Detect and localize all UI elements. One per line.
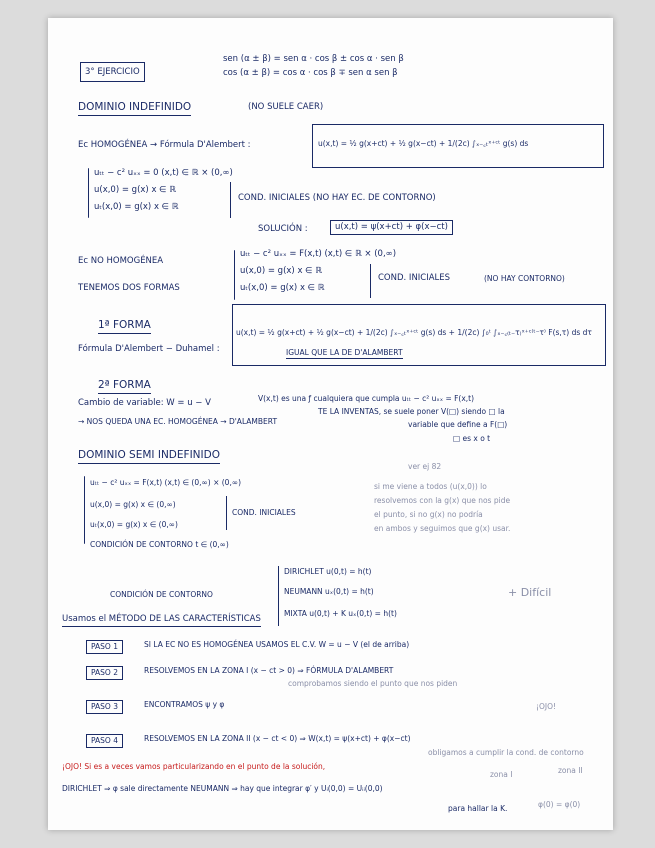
duhamel-note: IGUAL QUE LA DE D'ALAMBERT xyxy=(286,348,403,357)
semi-conditions: COND. INICIALES xyxy=(232,508,296,517)
phi-note: φ(0) = φ(0) xyxy=(538,800,581,809)
homogeneous-label: Ec HOMOGÉNEA → Fórmula D'Alembert : xyxy=(78,140,251,150)
semi-eq-3: uₜ(x,0) = g(x) x ∈ (0,∞) xyxy=(90,520,178,529)
zone-label-2: zona II xyxy=(558,766,583,775)
notebook-page xyxy=(48,18,613,830)
form2-line1: Cambio de variable: W = u − V xyxy=(78,398,211,408)
solution-label: SOLUCIÓN : xyxy=(258,224,308,234)
form2-note2: variable que define a F(□) xyxy=(408,420,508,429)
semi-eq-1: uₜₜ − c² uₓₓ = F(x,t) (x,t) ∈ (0,∞) × (0,∞) xyxy=(90,478,241,487)
contour-divider xyxy=(278,566,279,626)
form2-line1b: V(x,t) es una ƒ cualquiera que cumpla uₜₜ − c² uₓₓ = F(x,t) xyxy=(258,394,475,403)
nh-conditions: COND. INICIALES xyxy=(378,273,451,283)
zone-label-1: zona I xyxy=(490,770,513,779)
two-forms-label: TENEMOS DOS FORMAS xyxy=(78,283,180,293)
dalembert-formula: u(x,t) = ½ g(x+ct) + ½ g(x−ct) + 1/(2c) ∫ₓ₋꜀ₜˣ⁺ᶜᵗ g(s) ds xyxy=(318,139,529,148)
side-note-3: el punto, si no g(x) no podría xyxy=(374,510,483,519)
difficulty-note: + Difícil xyxy=(508,586,552,599)
step-3-text: ENCONTRAMOS ψ y φ xyxy=(144,700,225,709)
nonhomog-label: Ec NO HOMOGÉNEA xyxy=(78,256,164,266)
semi-divider xyxy=(226,496,227,530)
see-reference: ver ej 82 xyxy=(408,462,442,471)
side-note-2: resolvemos con la g(x) que nos pide xyxy=(374,496,511,505)
nh-eq-2: u(x,0) = g(x) x ∈ ℝ xyxy=(240,266,323,276)
step-1-text: SI LA EC NO ES HOMOGÉNEA USAMOS EL C.V. W = u − V (el de arriba) xyxy=(144,640,410,649)
step-2-tag: PASO 2 xyxy=(86,666,123,680)
semi-contour: CONDICIÓN DE CONTORNO t ∈ (0,∞) xyxy=(90,540,229,549)
form1-title: 1ª FORMA xyxy=(98,318,151,334)
step-2-text: RESOLVEMOS EN LA ZONA I (x − ct > 0) ⇒ FÓRMULA D'ALAMBERT xyxy=(144,666,394,675)
step-1-tag: PASO 1 xyxy=(86,640,123,654)
form2-note3: □ es x o t xyxy=(453,434,491,443)
nh-system-brace xyxy=(234,250,235,300)
homog-eq-2: u(x,0) = g(x) x ∈ ℝ xyxy=(94,185,177,195)
form2-title: 2ª FORMA xyxy=(98,378,151,394)
ojo-mark: ¡OJO! xyxy=(536,702,557,711)
nh-divider xyxy=(370,264,371,298)
form2-note: TE LA INVENTAS, se suele poner V(□) siendo □ la xyxy=(318,407,505,416)
homog-eq-3: uₜ(x,0) = g(x) x ∈ ℝ xyxy=(94,202,179,212)
exercise-tag: 3° EJERCICIO xyxy=(80,62,145,82)
homog-conditions: COND. INICIALES (NO HAY EC. DE CONTORNO) xyxy=(238,193,436,203)
divider xyxy=(230,182,231,218)
step-4-note: obligamos a cumplir la cond. de contorno xyxy=(428,748,584,757)
heading-note: (NO SUELE CAER) xyxy=(248,102,324,112)
side-note-1: si me viene a todos (u(x,0)) lo xyxy=(374,482,487,491)
method-label: Usamos el MÉTODO DE LAS CARACTERÍSTICAS xyxy=(62,614,261,627)
nh-no-contour: (NO HAY CONTORNO) xyxy=(484,274,565,283)
step-2-note: comprobamos siendo el punto que nos piden xyxy=(288,679,458,688)
cos-identity: cos (α ± β) = cos α · cos β ∓ sen α sen β xyxy=(223,68,398,78)
neumann-condition: NEUMANN uₓ(0,t) = h(t) xyxy=(284,587,374,596)
homog-eq-1: uₜₜ − c² uₓₓ = 0 (x,t) ∈ ℝ × (0,∞) xyxy=(94,168,233,178)
duhamel-formula: u(x,t) = ½ g(x+ct) + ½ g(x−ct) + 1/(2c) ∫ₓ₋꜀ₜˣ⁺ᶜᵗ g(s) ds + 1/(2c) ∫₀ᵗ ∫ₓ₋꜀₍ₜ₋τ₎ˣ⁺ᶜ⁽ᵗ⁻τ⁾ F(s,τ) ds dτ xyxy=(236,328,592,337)
semi-system-brace xyxy=(84,476,85,544)
form1-label: Fórmula D'Alembert − Duhamel : xyxy=(78,344,220,354)
nh-eq-1: uₜₜ − c² uₓₓ = F(x,t) (x,t) ∈ ℝ × (0,∞) xyxy=(240,249,397,259)
step-4-tag: PASO 4 xyxy=(86,734,123,748)
final-note: para hallar la K. xyxy=(448,804,508,813)
heading-semi-infinite: DOMINIO SEMI INDEFINIDO xyxy=(78,448,220,464)
contour-label: CONDICIÓN DE CONTORNO xyxy=(110,590,213,599)
dirichlet-condition: DIRICHLET u(0,t) = h(t) xyxy=(284,567,372,576)
warning-note: ¡OJO! Si es a veces vamos particularizando en el punto de la solución, xyxy=(62,762,326,771)
side-note-4: en ambos y seguimos que g(x) usar. xyxy=(374,524,511,533)
solution-formula: u(x,t) = ψ(x+ct) + φ(x−ct) xyxy=(330,220,453,235)
form2-line2: → NOS QUEDA UNA EC. HOMOGÉNEA → D'ALAMBERT xyxy=(78,417,278,426)
step-4-text: RESOLVEMOS EN LA ZONA II (x − ct < 0) ⇒ W(x,t) = ψ(x+ct) + φ(x−ct) xyxy=(144,734,411,743)
dirichlet-neumann-note: DIRICHLET ⇒ φ sale directamente NEUMANN ⇒ hay que integrar φ′ y Uᵢ(0,0) = Uᵢᵢ(0,0) xyxy=(62,784,383,793)
mixed-condition: MIXTA u(0,t) + K uₓ(0,t) = h(t) xyxy=(284,609,397,618)
heading-infinite-domain: DOMINIO INDEFINIDO xyxy=(78,100,191,116)
step-3-tag: PASO 3 xyxy=(86,700,123,714)
system-brace xyxy=(88,168,89,218)
semi-eq-2: u(x,0) = g(x) x ∈ (0,∞) xyxy=(90,500,176,509)
sin-identity: sen (α ± β) = sen α · cos β ± cos α · sen β xyxy=(223,54,404,64)
nh-eq-3: uₜ(x,0) = g(x) x ∈ ℝ xyxy=(240,283,325,293)
